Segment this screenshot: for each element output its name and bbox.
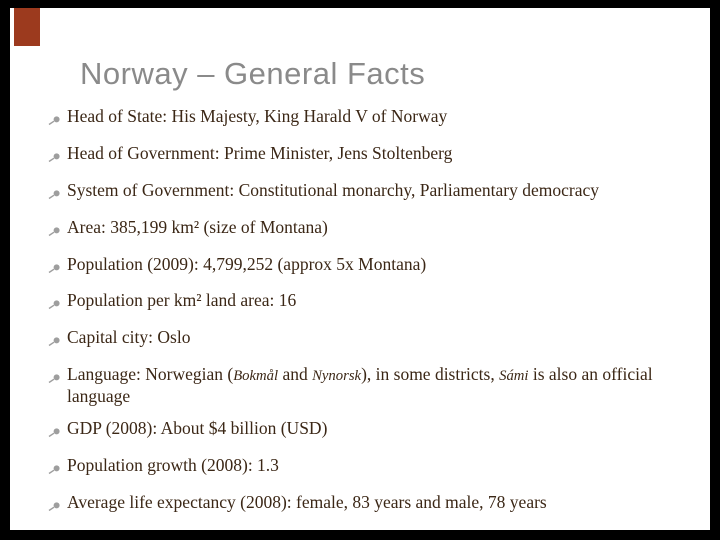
bullet-text: [67, 455, 674, 477]
list-item: [48, 364, 674, 408]
bullet-segment: and: [278, 364, 313, 385]
list-item: [48, 327, 674, 354]
bullet-text: [67, 254, 674, 276]
bullet-segment: System of Government: Constitutional monarchy, Parliamentary democracy: [67, 179, 599, 200]
bullet-text: [67, 180, 674, 202]
list-item: [48, 143, 674, 170]
accent-bar: [14, 8, 40, 46]
page-title: Norway – General Facts: [80, 56, 426, 91]
bullet-segment-italic: Sámi: [499, 368, 529, 385]
bullet-icon: [48, 423, 67, 445]
bullet-text: [67, 217, 674, 239]
facts-list: [48, 106, 674, 519]
slide-canvas: [10, 8, 710, 530]
bullet-segment: Population growth (2008): 1.3: [67, 454, 279, 475]
bullet-icon: [48, 460, 67, 482]
list-item: [48, 492, 674, 519]
bullet-text: [67, 143, 674, 165]
bullet-segment-italic: Bokmål: [233, 368, 279, 385]
bullet-segment: GDP (2008): About $4 billion (USD): [67, 417, 328, 438]
bullet-segment: Average life expectancy (2008): female, 83 years and male, 78 years: [67, 491, 547, 512]
bullet-segment: Head of Government: Prime Minister, Jens Stoltenberg: [67, 142, 453, 163]
bullet-text: [67, 327, 674, 349]
bullet-segment-italic: Nynorsk: [312, 368, 362, 385]
bullet-icon: [48, 222, 67, 244]
bullet-text: [67, 364, 674, 408]
bullet-icon: [48, 497, 67, 519]
bullet-text: [67, 106, 674, 128]
list-item: [48, 455, 674, 482]
bullet-icon: [48, 185, 67, 207]
bullet-segment: Population (2009): 4,799,252 (approx 5x Montana): [67, 253, 427, 274]
bullet-segment: Population per km² land area: 16: [67, 290, 297, 311]
list-item: [48, 418, 674, 445]
bullet-segment: is also an official language: [67, 364, 653, 406]
bullet-icon: [48, 332, 67, 354]
bullet-icon: [48, 111, 67, 133]
bullet-segment: Language: Norwegian (: [67, 364, 234, 385]
list-item: [48, 217, 674, 244]
bullet-segment: Head of State: His Majesty, King Harald V of Norway: [67, 106, 448, 126]
bullet-icon: [48, 259, 67, 281]
bullet-segment: ), in some districts,: [361, 364, 500, 385]
list-item: [48, 290, 674, 317]
bullet-icon: [48, 295, 67, 317]
list-item: [48, 180, 674, 207]
list-item: [48, 106, 674, 133]
bullet-segment: Area: 385,199 km² (size of Montana): [67, 216, 328, 237]
bullet-text: [67, 492, 674, 514]
bullet-segment: Capital city: Oslo: [67, 327, 191, 348]
list-item: [48, 254, 674, 281]
bullet-text: [67, 290, 674, 312]
bullet-text: [67, 418, 674, 440]
bullet-icon: [48, 369, 67, 391]
bullet-icon: [48, 148, 67, 170]
